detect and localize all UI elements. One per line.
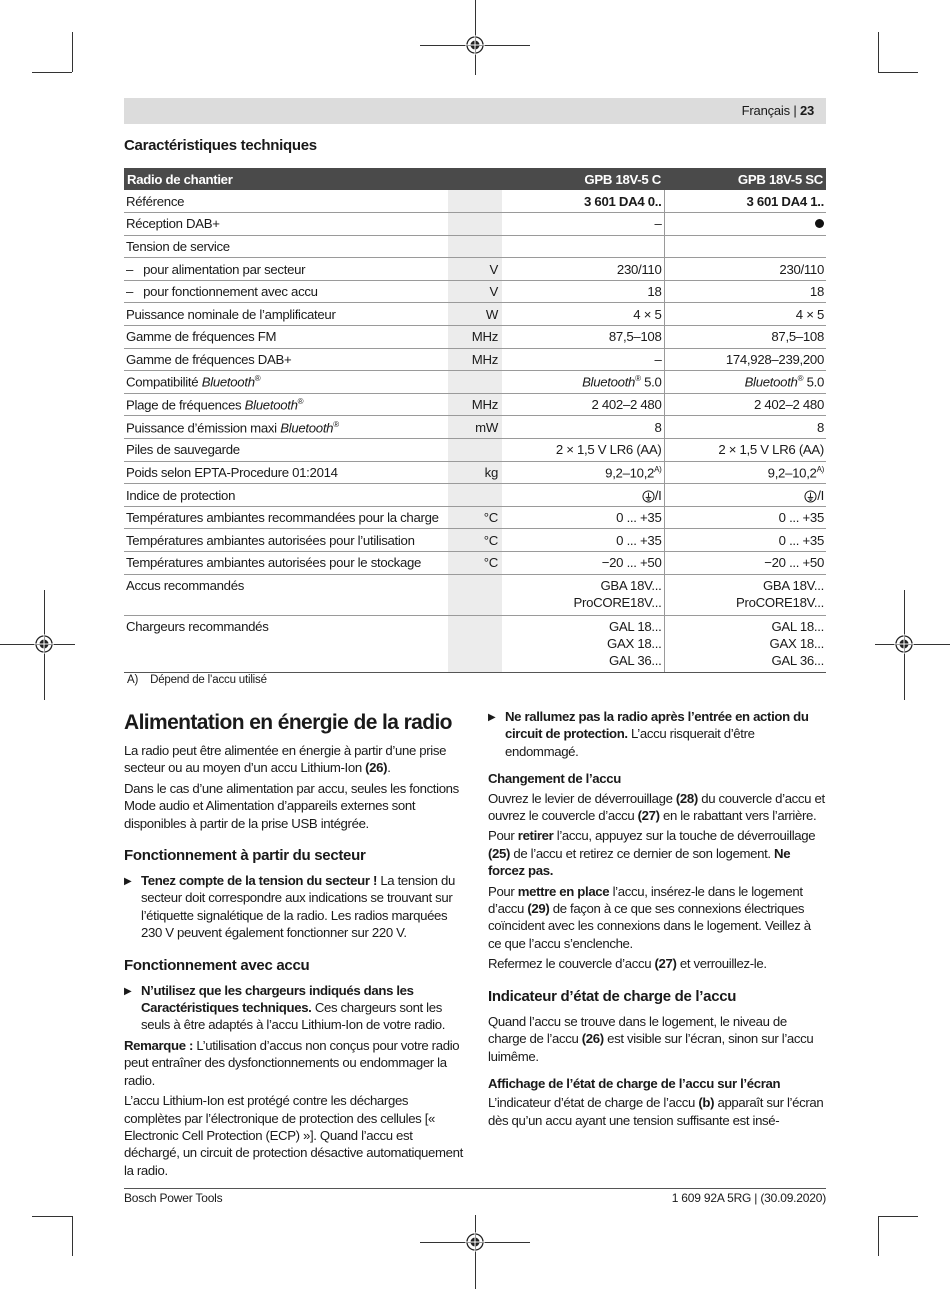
row-label: Gamme de fréquences FM — [124, 326, 448, 349]
row-label: Réception DAB+ — [124, 213, 448, 236]
reference-number: (25) — [488, 845, 511, 861]
text: L’accu risquerait d’être endommagé. — [505, 726, 755, 759]
safety-bullet — [488, 708, 826, 760]
value-text: 5.0 — [803, 374, 824, 390]
row-label — [124, 371, 448, 394]
value-line: GAX 18... — [769, 635, 824, 651]
spec-table-header — [124, 168, 826, 190]
bullet-triangle-icon: ▶ — [124, 876, 132, 888]
paragraph — [488, 1013, 826, 1065]
row-value-col2: 0 ... +35 — [664, 506, 826, 529]
row-unit — [448, 574, 502, 615]
row-value-col1: 4 × 5 — [502, 303, 664, 326]
table-row — [124, 416, 826, 439]
row-label: Températures ambiantes autorisées pour l’utilisation — [124, 529, 448, 552]
bullet-triangle-icon: ▶ — [488, 712, 496, 723]
row-unit: mW — [448, 416, 502, 439]
row-unit — [448, 235, 502, 258]
registration-mark-icon — [465, 35, 485, 55]
table-row — [124, 615, 826, 672]
table-row — [124, 461, 826, 484]
row-label: – pour fonctionnement avec accu — [124, 280, 448, 303]
text: en le rabattant vers l’arrière. — [659, 808, 817, 824]
row-value-col1: 0 ... +35 — [502, 529, 664, 552]
reference-number: (29) — [527, 901, 550, 917]
row-value-col1: 0 ... +35 — [502, 506, 664, 529]
row-label-text: Plage de fréquences — [126, 397, 245, 413]
bold-text: Ne forcez pas. — [488, 845, 791, 879]
row-label: Référence — [124, 190, 448, 213]
row-value-col2 — [664, 371, 826, 394]
page-header — [124, 98, 826, 124]
crop-mark — [878, 32, 879, 72]
page-number: 23 — [799, 103, 814, 118]
row-label: Accus recommandés — [124, 574, 448, 615]
protection-class-icon — [642, 490, 655, 503]
feature-available-icon — [815, 219, 824, 228]
row-value-col2: 174,928–239,200 — [664, 348, 826, 371]
registered-mark: ® — [333, 419, 339, 429]
registered-mark: ® — [297, 396, 304, 406]
registration-mark-icon — [894, 634, 914, 654]
safety-bullet — [124, 982, 464, 1034]
bold-text: retirer — [517, 828, 554, 844]
row-value-col2 — [664, 615, 826, 672]
row-value-col1 — [502, 235, 664, 258]
row-unit: °C — [448, 552, 502, 575]
protection-class-icon — [804, 490, 817, 503]
text: et verrouillez-le. — [676, 956, 767, 972]
text: Quand l’accu se trouve dans le logement, le niveau de charge de l’accu — [488, 1013, 787, 1047]
footnote-text: Dépend de l’accu utilisé — [150, 674, 267, 686]
value-italic: Bluetooth — [582, 374, 636, 390]
row-value-col1 — [502, 484, 664, 507]
subsection-title: Indicateur d’état de charge de l’accu — [488, 987, 737, 1005]
text: apparaît sur l’écran dès qu’un accu ayant une tension suffisante est insé- — [488, 1095, 824, 1128]
row-label-text: Puissance d’émission maxi — [126, 419, 281, 435]
table-row — [124, 258, 826, 281]
row-label: Indice de protection — [124, 484, 448, 507]
value-italic: Bluetooth — [744, 374, 798, 390]
row-value-col1 — [502, 574, 664, 615]
spec-table — [124, 168, 826, 673]
row-value-col2: 230/110 — [664, 258, 826, 281]
value-line: GAL 18... — [608, 618, 662, 634]
reference-number: (28) — [675, 790, 698, 806]
table-row — [124, 371, 826, 394]
row-unit: V — [448, 258, 502, 281]
bold-text: Tenez compte de la tension du secteur ! — [141, 873, 377, 889]
registration-mark-icon — [465, 1232, 485, 1252]
table-row — [124, 348, 826, 371]
row-unit — [448, 439, 502, 462]
paragraph — [124, 742, 464, 777]
registered-mark: ® — [797, 374, 804, 384]
row-value-col1 — [502, 461, 664, 484]
row-label: – pour alimentation par secteur — [124, 258, 448, 281]
row-value-col2: 2 402–2 480 — [664, 393, 826, 416]
table-row — [124, 574, 826, 615]
row-value-col2: 2 × 1,5 V LR6 (AA) — [664, 439, 826, 462]
table-row — [124, 439, 826, 462]
text: . — [387, 760, 391, 776]
value-line: GBA 18V... — [600, 577, 662, 593]
value-line: ProCORE18V... — [736, 594, 824, 610]
row-label-italic: Bluetooth — [280, 419, 334, 435]
text: Ouvrez le levier de déverrouillage — [488, 790, 676, 806]
row-label: Gamme de fréquences DAB+ — [124, 348, 448, 371]
value-text: 9,2–10,2 — [605, 465, 655, 481]
footer-doc-number: 1 609 92A 5RG | (30.09.2020) — [671, 1191, 826, 1205]
table-row — [124, 393, 826, 416]
spec-header-col1: GPB 18V-5 C — [502, 168, 664, 190]
value-text: /I — [654, 487, 662, 503]
footer-brand: Bosch Power Tools — [124, 1191, 223, 1205]
crop-mark — [32, 72, 72, 73]
row-label: Tension de service — [124, 235, 448, 258]
crop-mark — [72, 32, 73, 72]
table-row — [124, 213, 826, 236]
row-value-col1: −20 ... +50 — [502, 552, 664, 575]
footnote-ref: A) — [816, 464, 824, 474]
subsection-title: Affichage de l’état de charge de l’accu sur l’écran — [488, 1075, 781, 1091]
paragraph — [124, 1037, 464, 1089]
value-line: GAX 18... — [607, 635, 662, 651]
paragraph: Dans le cas d’une alimentation par accu, seules les fonctions Mode audio et Alimentation d’appareils externes sont disponibles à partir de la prise USB intégrée. — [124, 780, 459, 831]
crop-mark — [878, 1216, 918, 1217]
header-language: Français — [741, 103, 790, 118]
spec-header-col2: GPB 18V-5 SC — [664, 168, 826, 190]
row-label — [124, 393, 448, 416]
row-unit: MHz — [448, 348, 502, 371]
reference-number: (27) — [637, 808, 660, 824]
row-unit — [448, 190, 502, 213]
row-value-col1: 8 — [502, 416, 664, 439]
crop-mark — [878, 1216, 879, 1256]
table-row — [124, 190, 826, 213]
row-value-col1: – — [502, 348, 664, 371]
text: est visible sur l’écran, sinon sur l’accu luimême. — [488, 1031, 814, 1064]
row-label: Piles de sauvegarde — [124, 439, 448, 462]
row-unit: °C — [448, 506, 502, 529]
bullet-triangle-icon: ▶ — [124, 985, 132, 997]
row-value-col1: 18 — [502, 280, 664, 303]
row-value-col1 — [502, 615, 664, 672]
bold-text: Ne rallumez pas la radio après l’entrée en action du circuit de protection. — [505, 709, 809, 742]
text: L’indicateur d’état de charge de l’accu — [488, 1095, 699, 1111]
paragraph — [488, 955, 826, 972]
subsection-title: Fonctionnement à partir du secteur — [124, 847, 366, 865]
row-label: Températures ambiantes recommandées pour la charge — [124, 506, 448, 529]
text: Pour — [488, 828, 518, 844]
reference-number: (b) — [698, 1095, 715, 1111]
row-value-col2: 4 × 5 — [664, 303, 826, 326]
row-unit — [448, 213, 502, 236]
row-unit: W — [448, 303, 502, 326]
text: l’accu, appuyez sur la touche de déverrouillage — [553, 828, 816, 844]
left-column — [124, 708, 464, 1182]
row-value-col2: 18 — [664, 280, 826, 303]
text: La radio peut être alimentée en énergie à partir d’une prise secteur ou au moyen d’un accu Lithium-Ion — [124, 743, 447, 776]
row-value-col1 — [502, 371, 664, 394]
safety-bullet — [124, 872, 464, 942]
crop-mark — [32, 1216, 72, 1217]
value-text: 5.0 — [640, 374, 662, 390]
table-row — [124, 552, 826, 575]
row-label — [124, 416, 448, 439]
row-value-col1: – — [502, 213, 664, 236]
row-value-col2: 0 ... +35 — [664, 529, 826, 552]
row-label-text: Compatibilité — [126, 374, 202, 390]
row-value-col2 — [664, 213, 826, 236]
row-value-col1: 2 402–2 480 — [502, 393, 664, 416]
row-unit — [448, 484, 502, 507]
row-value-col2 — [664, 484, 826, 507]
text: Pour — [488, 883, 518, 899]
registration-mark-icon — [34, 634, 54, 654]
table-row — [124, 280, 826, 303]
subsection-title: Changement de l’accu — [488, 771, 621, 787]
footer-divider — [124, 1188, 826, 1189]
row-label-italic: Bluetooth — [244, 397, 298, 413]
text: de façon à ce que ses connexions électriques coïncident avec les connexions dans le logement. Veillez à ce que l’accu s’enclenche. — [488, 901, 811, 951]
row-value-col1: 230/110 — [502, 258, 664, 281]
value-line: GAL 18... — [771, 618, 824, 634]
row-value-col2 — [664, 574, 826, 615]
paragraph — [488, 790, 826, 825]
crop-mark — [878, 72, 918, 73]
paragraph — [488, 1094, 826, 1129]
text: Refermez le couvercle d’accu — [488, 956, 655, 972]
registered-mark: ® — [635, 374, 641, 384]
row-value-col2: 8 — [664, 416, 826, 439]
row-unit: MHz — [448, 393, 502, 416]
table-row — [124, 506, 826, 529]
row-unit: MHz — [448, 326, 502, 349]
chapter-title: Alimentation en énergie de la radio — [124, 711, 452, 734]
table-row — [124, 529, 826, 552]
row-unit: V — [448, 280, 502, 303]
bold-text: mettre en place — [517, 883, 610, 899]
value-line: GAL 36... — [771, 652, 824, 668]
row-unit: kg — [448, 461, 502, 484]
text: du couvercle d’accu et ouvrez le couvercle d’accu — [488, 790, 825, 824]
reference-number: (26) — [365, 760, 388, 776]
value-line: ProCORE18V... — [573, 594, 662, 610]
bullet-text — [141, 872, 464, 942]
crop-mark — [72, 1216, 73, 1256]
row-value-col2: −20 ... +50 — [664, 552, 826, 575]
page-header-text: Français | 23 — [741, 103, 814, 118]
bullet-text — [141, 982, 464, 1034]
row-label: Chargeurs recommandés — [124, 615, 448, 672]
paragraph — [488, 827, 826, 879]
row-value-col2: 87,5–108 — [664, 326, 826, 349]
reference-number: (26) — [581, 1031, 604, 1047]
table-row — [124, 484, 826, 507]
table-footnote — [127, 674, 279, 686]
text: La tension du secteur doit correspondre aux indications se trouvant sur l’étiquette signalétique de la radio. Les radios marquées 230 V peuvent également fonctionner sur 220 V. — [141, 873, 455, 941]
row-value-col1: 87,5–108 — [502, 326, 664, 349]
table-row — [124, 303, 826, 326]
footnote-marker: A) — [127, 674, 139, 686]
table-row — [124, 326, 826, 349]
text: L’utilisation d’accus non conçus pour votre radio peut entraîner des dysfonctionnements ou endommager la radio. — [124, 1037, 460, 1088]
table-row — [124, 235, 826, 258]
row-value-col2 — [664, 235, 826, 258]
bold-text: Remarque : — [124, 1037, 194, 1053]
row-unit — [448, 615, 502, 672]
row-unit — [448, 371, 502, 394]
row-label: Températures ambiantes autorisées pour le stockage — [124, 552, 448, 575]
row-value-col1: 3 601 DA4 0.. — [502, 190, 664, 213]
footnote-ref: A) — [654, 464, 662, 474]
row-value-col2: 3 601 DA4 1.. — [664, 190, 826, 213]
subsection-title: Fonctionnement avec accu — [124, 956, 310, 974]
row-label-italic: Bluetooth — [201, 374, 255, 390]
crop-mark — [475, 1215, 476, 1289]
paragraph: L’accu Lithium-Ion est protégé contre les décharges complètes par l’électronique de protection des cellules [« Electronic Cell Protection (ECP) »]. Quand l’accu est déchargé, un circuit de protection désactive automatiquement la radio. — [124, 1093, 463, 1178]
section-title: Caractéristiques techniques — [124, 137, 317, 154]
text: de l’accu et retirez ce dernier de son logement. — [510, 845, 775, 861]
registered-mark: ® — [254, 374, 261, 384]
right-column — [488, 708, 826, 1132]
spec-header-label: Radio de chantier — [124, 168, 502, 190]
row-value-col1: 2 × 1,5 V LR6 (AA) — [502, 439, 664, 462]
row-unit: °C — [448, 529, 502, 552]
row-label: Poids selon EPTA-Procedure 01:2014 — [124, 461, 448, 484]
value-text: /I — [817, 487, 824, 503]
bullet-text — [505, 708, 826, 760]
reference-number: (27) — [654, 956, 677, 972]
bold-text: N’utilisez que les chargeurs indiqués dans les Caractéristiques techniques. — [141, 982, 414, 1016]
text: Ces chargeurs sont les seuls à être adaptés à l’accu Lithium-Ion de votre radio. — [141, 1000, 446, 1033]
row-label: Puissance nominale de l’amplificateur — [124, 303, 448, 326]
value-line: GAL 36... — [608, 652, 662, 668]
value-line: GBA 18V... — [762, 577, 824, 593]
value-text: 9,2–10,2 — [767, 465, 817, 481]
text: l’accu, insérez-le dans le logement d’accu — [488, 883, 803, 917]
paragraph — [488, 883, 826, 953]
row-value-col2 — [664, 461, 826, 484]
